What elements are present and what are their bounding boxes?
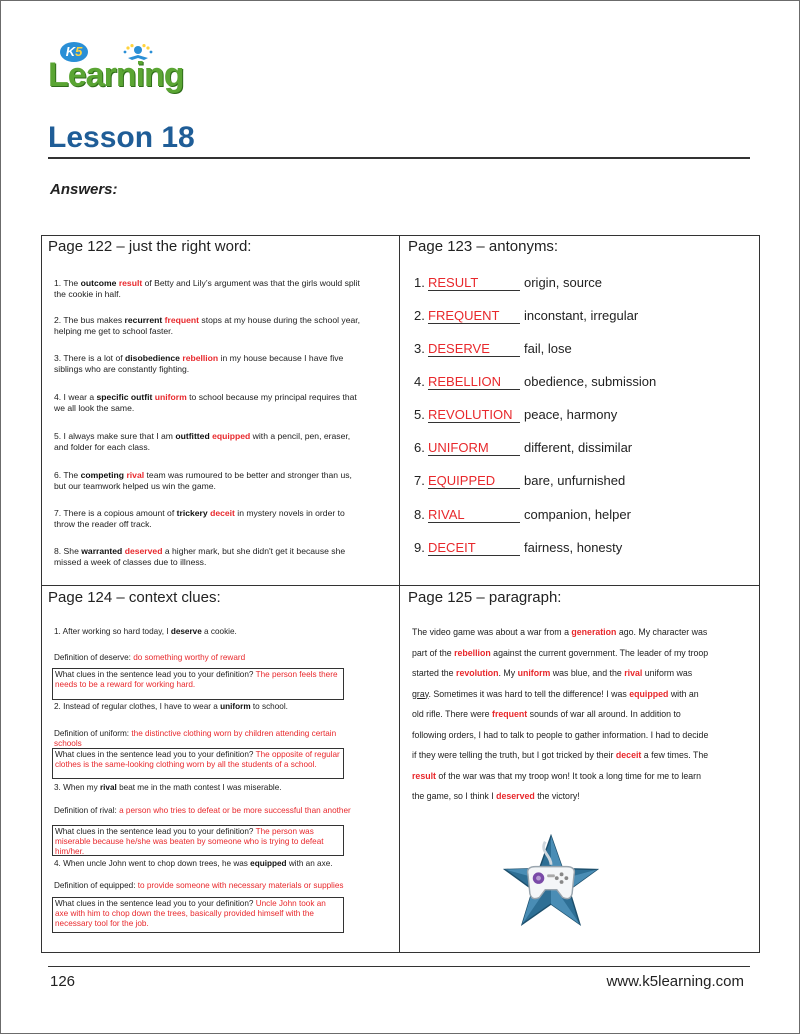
clue-box-4: What clues in the sentence lead you to your definition? Uncle John took an axe with him to chop down the trees, basically provided himself with the necessary tool for the job. <box>52 897 344 933</box>
grid-vertical-divider <box>399 235 400 953</box>
sentence-8: 8. She warranted deserved a higher mark, but she didn't get it because she missed a week of classes due to illness. <box>54 546 346 567</box>
antonym-row-6: 6. UNIFORM different, dissimilar <box>414 440 633 455</box>
section-title-p124: Page 124 – context clues: <box>48 589 221 606</box>
sentence-7: 7. There is a copious amount of trickery deceit in mystery novels in order to throw the reader off track. <box>54 508 345 529</box>
k5-learning-logo <box>46 40 186 100</box>
logo-wordmark: Learning <box>48 56 184 94</box>
antonym-row-5: 5. REVOLUTION peace, harmony <box>414 407 618 422</box>
clue-definition-2: Definition of uniform: the distinctive clothing worn by children attending certain schools <box>54 729 337 748</box>
clue-box-2: What clues in the sentence lead you to your definition? The opposite of regular clothes is the same-looking clothing worn by all the students of a school. <box>52 748 344 779</box>
clue-sentence-3: 3. When my rival beat me in the math contest I was miserable. <box>54 783 282 792</box>
star-with-game-controller-icon <box>503 834 599 930</box>
story-paragraph: The video game was about a war from a generation ago. My character was part of the rebellion against the current government. The leader of my troop started the revolution. My uniform was blue, and the rival uniform was gray. Sometimes it was hard to tell the difference! I was equipped with an old rifle. There were frequent sounds of war all around. In addition to following orders, I had to talk to people to gather information. I had to decide if they were telling the truth, but I got tricked by their deceit a few times. The result of the war was that my troop won! It took a long time for me to learn the game, so I think I deserved the victory! <box>412 627 709 801</box>
clue-sentence-1: 1. After working so hard today, I deserve a cookie. <box>54 627 237 636</box>
antonym-row-4: 4. REBELLION obedience, submission <box>414 374 657 389</box>
clue-definition-1: Definition of deserve: do something worthy of reward <box>54 653 246 662</box>
section-title-p123: Page 123 – antonyms: <box>408 238 559 255</box>
footer-url: www.k5learning.com <box>606 973 744 990</box>
antonym-row-7: 7. EQUIPPED bare, unfurnished <box>414 473 626 488</box>
lesson-title: Lesson 18 <box>48 121 195 154</box>
antonym-row-9: 9. DECEIT fairness, honesty <box>414 540 623 555</box>
antonym-row-1: 1. RESULT origin, source <box>414 275 603 290</box>
grid-horizontal-divider <box>41 585 760 586</box>
title-divider <box>48 157 750 159</box>
sentence-3: 3. There is a lot of disobedience rebellion in my house because I have five siblings who are constantly fighting. <box>54 353 344 374</box>
section-title-p125: Page 125 – paragraph: <box>408 589 562 606</box>
sentence-2: 2. The bus makes recurrent frequent stops at my house during the school year, helping me get to school faster. <box>54 315 361 336</box>
sentence-4: 4. I wear a specific outfit uniform to school because my principal requires that we all look the same. <box>54 392 357 413</box>
page-number: 126 <box>50 973 76 990</box>
footer-divider <box>48 966 750 967</box>
antonym-row-2: 2. FREQUENT inconstant, irregular <box>414 308 639 323</box>
sentence-6: 6. The competing rival team was rumoured to be better and stronger than us, but our teamwork helped us win the game. <box>54 470 352 491</box>
clue-definition-3: Definition of rival: a person who tries to defeat or be more successful than another <box>54 806 351 815</box>
antonym-row-8: 8. RIVAL companion, helper <box>414 507 631 522</box>
logo-badge-5: 5 <box>75 44 83 59</box>
clue-box-3: What clues in the sentence lead you to your definition? The person was miserable because he/she was beaten by someone who is trying to defeat him/her. <box>52 825 344 856</box>
logo-badge-k: K <box>65 44 76 59</box>
section-title-p122: Page 122 – just the right word: <box>48 238 252 255</box>
answers-label: Answers: <box>50 181 118 198</box>
clue-sentence-4: 4. When uncle John went to chop down trees, he was equipped with an axe. <box>54 859 333 868</box>
antonym-row-3: 3. DESERVE fail, lose <box>414 341 572 356</box>
sentence-5: 5. I always make sure that I am outfitted equipped with a pencil, pen, eraser, and folder for each class. <box>54 431 351 452</box>
clue-sentence-2: 2. Instead of regular clothes, I have to wear a uniform to school. <box>54 702 288 711</box>
clue-definition-4: Definition of equipped: to provide someone with necessary materials or supplies <box>54 881 344 890</box>
clue-box-1: What clues in the sentence lead you to your definition? The person feels there needs to be a reward for working hard. <box>52 668 344 700</box>
sentence-1: 1. The outcome result of Betty and Lily’s argument was that the girls would split the cookie in half. <box>54 278 360 299</box>
